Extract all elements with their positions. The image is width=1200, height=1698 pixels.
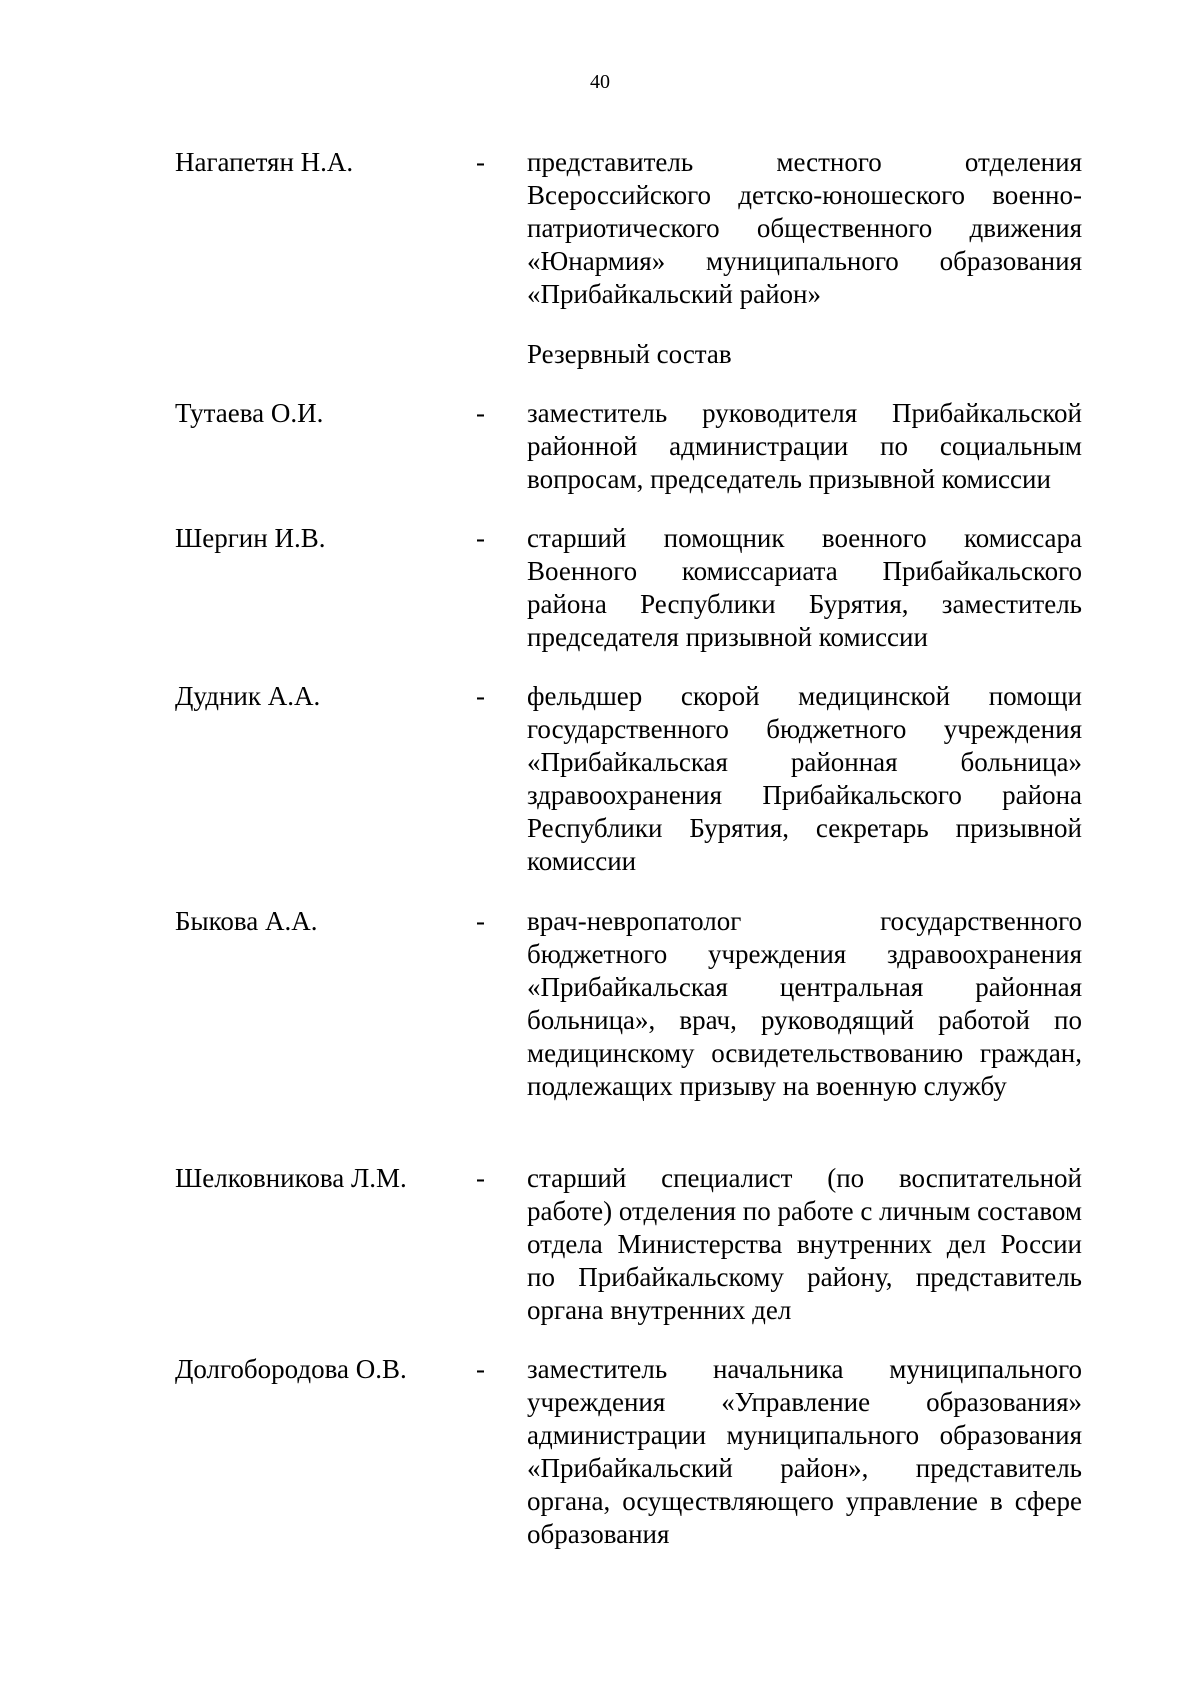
member-name: Тутаева О.И. bbox=[175, 398, 324, 428]
separator-dash: - bbox=[476, 906, 485, 936]
member-description: заместитель начальника муниципального учреждения «Управление образования» администрации муниципального образования «Прибайкальский район», представитель органа, осуществляющего управление в сфере образования bbox=[527, 1354, 1082, 1549]
member-name: Нагапетян Н.А. bbox=[175, 147, 354, 177]
member-name: Быкова А.А. bbox=[175, 906, 318, 936]
separator-dash: - bbox=[476, 398, 485, 428]
separator-dash: - bbox=[476, 523, 485, 553]
section-heading: Резервный состав bbox=[527, 339, 732, 369]
separator-dash: - bbox=[476, 681, 485, 711]
member-name: Шелковникова Л.М. bbox=[175, 1163, 407, 1193]
member-description: старший помощник военного комиссара Военного комиссариата Прибайкальского района Республики Бурятия, заместитель председателя призывной комиссии bbox=[527, 523, 1082, 652]
member-name: Долгобородова О.В. bbox=[175, 1354, 407, 1384]
separator-dash: - bbox=[476, 147, 485, 177]
separator-dash: - bbox=[476, 1163, 485, 1193]
member-description: фельдшер скорой медицинской помощи государственного бюджетного учреждения «Прибайкальская районная больница» здравоохранения Прибайкальского района Республики Бурятия, секретарь призывной комиссии bbox=[527, 681, 1082, 876]
member-description: старший специалист (по воспитательной работе) отделения по работе с личным составом отдела Министерства внутренних дел России по Прибайкальскому району, представитель органа внутренних дел bbox=[527, 1163, 1082, 1325]
separator-dash: - bbox=[476, 1354, 485, 1384]
member-name: Дудник А.А. bbox=[175, 681, 321, 711]
member-description: представитель местного отделения Всероссийского детско-юношеского военно-патриотического общественного движения «Юнармия» муниципального образования «Прибайкальский район» bbox=[527, 147, 1082, 309]
page-number: 40 bbox=[590, 71, 610, 93]
member-description: врач-невропатолог государственного бюджетного учреждения здравоохранения «Прибайкальская центральная районная больница», врач, руководящий работой по медицинскому освидетельствованию граждан, подлежащих призыву на военную службу bbox=[527, 906, 1082, 1101]
member-description: заместитель руководителя Прибайкальской районной администрации по социальным вопросам, председатель призывной комиссии bbox=[527, 398, 1082, 494]
member-name: Шергин И.В. bbox=[175, 523, 326, 553]
